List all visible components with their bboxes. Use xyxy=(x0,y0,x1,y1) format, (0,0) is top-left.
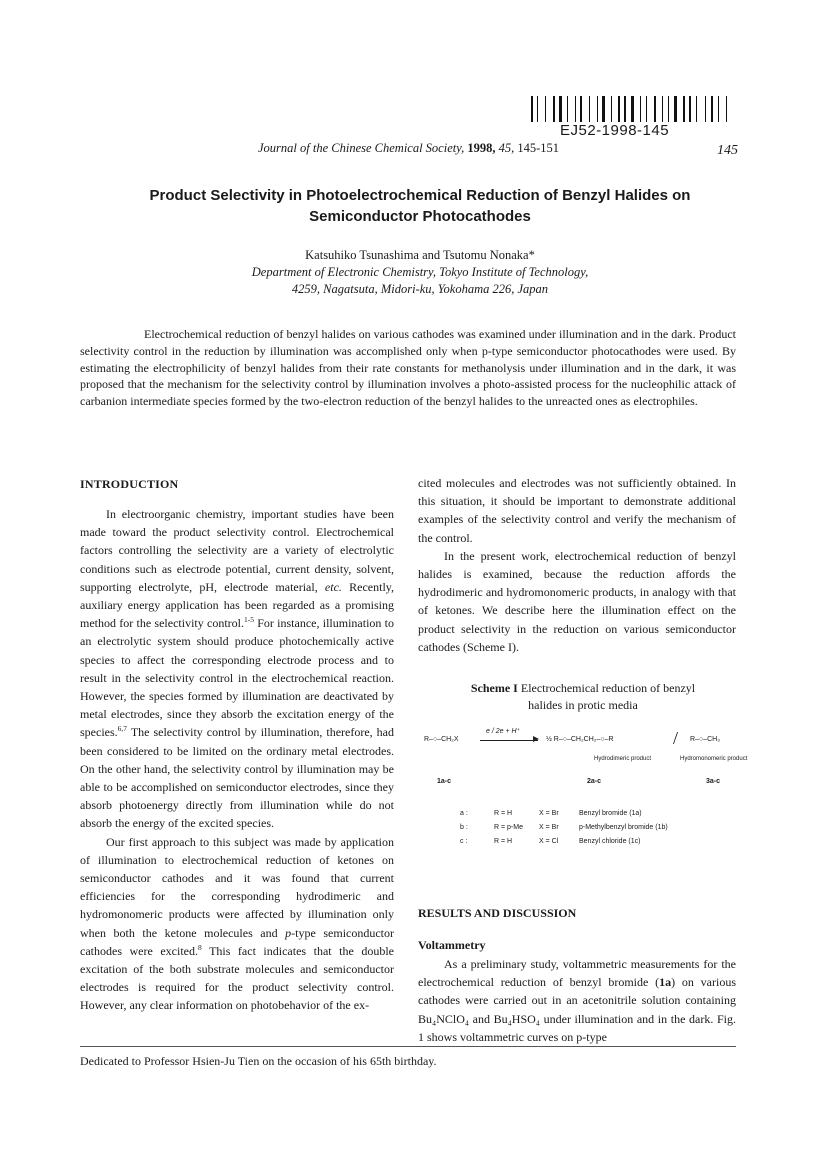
authors: Katsuhiko Tsunashima and Tsutomu Nonaka* xyxy=(305,248,535,262)
barcode-stripe xyxy=(570,96,572,122)
scheme-caption-line-2: halides in protic media xyxy=(528,697,638,712)
barcode-stripe xyxy=(608,96,610,122)
barcode-stripe xyxy=(686,96,687,122)
scheme-reactant: R–○–CH₂X xyxy=(424,736,459,743)
barcode-stripe xyxy=(575,96,576,122)
journal-volume: 45, xyxy=(498,141,515,155)
dimer-label: Hydrodimeric product xyxy=(594,756,652,762)
citation-ref: 6,7 xyxy=(117,724,128,734)
dedication-footnote: Dedicated to Professor Hsien-Ju Tien on the occasion of his 65th birthday. xyxy=(80,1054,437,1068)
scheme-dimer-product: ½ R–○–CH₂CH₂–○–R xyxy=(546,736,614,743)
barcode-stripe xyxy=(640,96,641,122)
results-body xyxy=(418,955,736,1046)
barcode-stripe xyxy=(611,96,612,122)
barcode-stripe xyxy=(531,96,533,122)
barcode-stripe xyxy=(580,96,582,122)
page-number: 145 xyxy=(717,143,738,158)
slash-divider: / xyxy=(673,728,679,748)
barcode-stripe xyxy=(602,96,605,122)
barcode-stripe xyxy=(599,96,600,122)
barcode-stripe xyxy=(621,96,622,122)
barcode-stripe xyxy=(614,96,615,122)
barcode-stripe xyxy=(705,96,706,122)
journal-name: Journal of the Chinese Chemical Society, xyxy=(258,141,465,155)
monomer-label: Hydromonomeric product xyxy=(680,756,748,762)
barcode-stripe xyxy=(636,96,637,122)
barcode-stripe xyxy=(694,96,695,122)
barcode-stripe xyxy=(646,96,647,122)
barcode-stripe xyxy=(728,96,731,122)
intro-paragraph-1: In electroorganic chemistry, important studies have been made toward the product selectivity control. Electrochemical factors controlling the selectivity are a variety of electrolytic conditions such as electrode potential, current density, solvent, supporting electrolyte, pH, electrode material, etc. Recently, auxiliary energy application has been regarded as a promising method for the selectivity control.$^{1-5}$ For instance, illumination to an electrolytic system should produce photochemically active species to affect the corresponding electrode process and to result in the selectivity control in the electrochemical reaction. However, the species formed by illumination are deactivated by metal electrodes, since they absorb the excitation energy of the species.$^{6,7}$ The selectivity control by illumination, therefore, had been considered to be limited on the ordinary metal electrodes. On the other hand, the selectivity control by illumination may be able to be accomplished on semiconductor electrodes, since they absorb photoenergy directly from illumination while do not absorb the energy of the excited species. xyxy=(80,507,395,831)
intro-paragraph-4: In the present work, electrochemical reduction of benzyl halides is examined, because the reduction affords the hydrodimeric and hydromonomeric products, in analogy with that of ketones. We describe here the illumination effect on the product selectivity in the reduction on various semiconductor cathodes (Scheme I). xyxy=(418,548,736,654)
journal-citation xyxy=(258,141,559,156)
barcode-stripe xyxy=(618,96,620,122)
barcode-stripe xyxy=(658,96,659,122)
barcode-stripe xyxy=(650,96,653,122)
barcode-stripe xyxy=(545,96,546,122)
barcode-stripe xyxy=(718,96,719,122)
barcode-stripe xyxy=(668,96,669,122)
barcode-stripe xyxy=(642,96,644,122)
scheme-label: Scheme I xyxy=(470,681,518,695)
barcode xyxy=(531,96,743,122)
barcode-stripe xyxy=(683,96,685,122)
scheme-caption xyxy=(430,680,736,713)
barcode-stripe xyxy=(541,96,544,122)
voltammetry-subheading: Voltammetry xyxy=(418,938,486,952)
barcode-stripe xyxy=(699,96,702,122)
scheme-caption-line-1: Electrochemical reduction of benzyl xyxy=(520,681,696,695)
substituent-row-b: b : R = p-Me X = Br p-Methylbenzyl bromide (1b) xyxy=(460,824,668,831)
barcode-stripe xyxy=(679,96,680,122)
barcode-stripe xyxy=(577,96,578,122)
barcode-stripe xyxy=(654,96,656,122)
substituent-table xyxy=(460,810,668,852)
citation-ref: 1-5 xyxy=(243,615,254,625)
left-column xyxy=(80,505,394,1015)
barcode-stripe xyxy=(716,96,717,122)
barcode-stripe xyxy=(696,96,697,122)
title-line-1: Product Selectivity in Photoelectrochemical Reduction of Benzyl Halides on xyxy=(149,187,691,204)
barcode-stripe xyxy=(559,96,562,122)
intro-paragraph-3: cited molecules and electrodes was not sufficiently obtained. In this situation, it should be important to demonstrate additional examples of the selectivity control and verify the mechanism of the control. xyxy=(418,476,736,545)
document-code: EJ52-1998-145 xyxy=(560,122,670,139)
barcode-stripe xyxy=(534,96,535,122)
barcode-stripe xyxy=(662,96,663,122)
affiliation-line-1: Department of Electronic Chemistry, Tokyo Institute of Technology, xyxy=(251,265,589,279)
barcode-stripe xyxy=(631,96,634,122)
abstract: Electrochemical reduction of benzyl halides on various cathodes was examined under illumination and in the dark. Product selectivity control in the reduction by illumination was accomplished only when p-type semiconductor photocathodes were used. By estimating the electrophilicity of benzyl halides from their rate constants for methanolysis under illumination and in the dark, it was proposed that the mechanism for the selectivity control by illumination involves a photo-assisted process for the nucleophilic attack of carbanion intermediate species formed by the two-electron reduction of the benzyl halides to the unreacted ones as electrophiles. xyxy=(80,327,736,409)
barcode-stripe xyxy=(664,96,666,122)
right-column xyxy=(418,474,736,656)
affiliation-line-2: 4259, Nagatsuta, Midori-ku, Yokohama 226, Japan xyxy=(291,282,549,296)
journal-pages: 145-151 xyxy=(517,141,560,155)
barcode-stripe xyxy=(592,96,594,122)
barcode-stripe xyxy=(556,96,557,122)
barcode-stripe xyxy=(707,96,709,122)
scheme-monomer-product: R–○–CH₃ xyxy=(690,736,721,743)
title-line-2: Semiconductor Photocathodes xyxy=(309,208,531,225)
reaction-arrow xyxy=(480,740,538,741)
journal-year: 1998, xyxy=(467,141,496,155)
introduction-heading: INTRODUCTION xyxy=(80,477,179,491)
barcode-stripe xyxy=(721,96,723,122)
barcode-stripe xyxy=(548,96,550,122)
barcode-stripe xyxy=(726,96,727,122)
barcode-stripe xyxy=(597,96,598,122)
results-paragraph-1: As a preliminary study, voltammetric measurements for the electrochemical reduction of benzyl bromide (1a) on various cathodes were carried out in an acetonitrile solution containing Bu₄NClO₄ and Bu₄HSO₄ under illumination and in the dark. Fig. 1 shows voltammetric curves on p-type xyxy=(418,957,737,1044)
scheme-conditions: e / 2e + H⁺ xyxy=(486,728,521,735)
barcode-stripe xyxy=(674,96,677,122)
footnote-rule xyxy=(80,1046,736,1047)
barcode-stripe xyxy=(567,96,568,122)
id-monomer: 3a-c xyxy=(706,778,721,785)
article-title xyxy=(80,185,760,227)
results-heading: RESULTS AND DISCUSSION xyxy=(418,906,577,920)
barcode-stripe xyxy=(553,96,555,122)
substituent-row-c: c : R = H X = Cl Benzyl chloride (1c) xyxy=(460,838,641,845)
barcode-stripe xyxy=(629,96,630,122)
author-block xyxy=(80,247,760,298)
barcode-stripe xyxy=(585,96,588,122)
citation-ref: 8 xyxy=(198,942,202,952)
barcode-stripe xyxy=(537,96,538,122)
barcode-stripe xyxy=(589,96,590,122)
barcode-stripe xyxy=(711,96,713,122)
barcode-stripe xyxy=(689,96,691,122)
id-dimer: 2a-c xyxy=(587,778,602,785)
arrow-head-icon xyxy=(533,736,539,742)
barcode-stripe xyxy=(624,96,626,122)
intro-paragraph-2: Our first approach to this subject was made by application of illumination to electrochemical reduction of ketones on semiconductor cathodes and it was found that current efficiencies for the corresponding hydrodimeric and hydromonomeric products were affected by illumination only when both the ketone molecules and p-type semiconductor cathodes were excited.$^8$ This fact indicates that the double excitation of the both substrate molecules and semiconductor electrodes is required for the product selectivity control. However, any clear information on photobehavior of the ex- xyxy=(80,834,395,1013)
substituent-row-a: a : R = H X = Br Benzyl bromide (1a) xyxy=(460,810,642,817)
id-reactant: 1a-c xyxy=(437,778,452,785)
barcode-stripe xyxy=(565,96,566,122)
barcode-stripe xyxy=(672,96,673,122)
